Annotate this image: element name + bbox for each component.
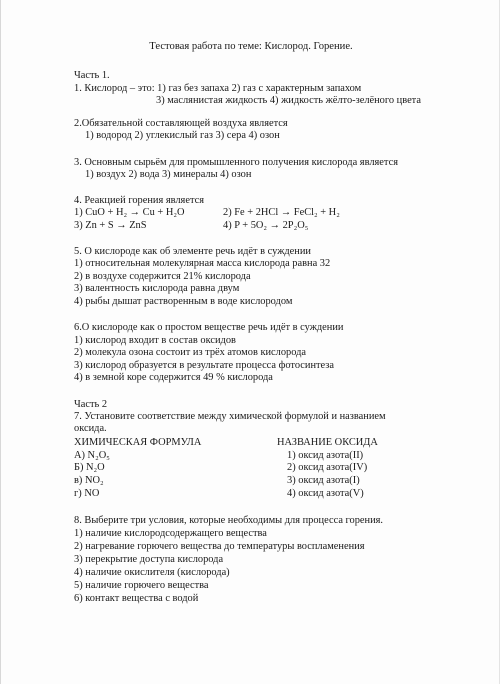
q1-line-1: 1. Кислород – это: 1) газ без запаха 2) газ с характерным запахом [74,83,362,94]
q1-line-2: 3) маслянистая жидкость 4) жидкость жёлто-зелёного цвета [156,95,421,106]
q7-name-1: 1) оксид азота(II) [287,450,364,461]
q7-name-2: 2) оксид азота(IV) [287,462,368,473]
q8-option-3: 3) перекрытие доступа кислорода [74,554,224,565]
part-1-heading: Часть 1. [74,70,110,81]
q7-name-3: 3) оксид азота(I) [287,475,360,486]
q8-question: 8. Выберите три условия, которые необходимы для процесса горения. [74,515,384,526]
q7-formula-g: г) NO [74,488,100,499]
q7-line-1: 7. Установите соответствие между химической формулой и названием [74,411,386,422]
document-title: Тестовая работа по теме: Кислород. Горение. [149,41,353,52]
q8-option-4: 4) наличие окислителя (кислорода) [74,567,230,578]
q8-option-1: 1) наличие кислородсодержащего вещества [74,528,267,539]
q4-option-1: 1) CuO + H₂ → Cu + H₂O [74,207,185,218]
q5-option-4: 4) рыбы дышат растворенным в воде кислородом [74,296,293,307]
q7-formula-v: в) NO₂ [74,475,104,486]
q7-header-oxide-name: НАЗВАНИЕ ОКСИДА [277,437,378,448]
q2-options: 1) водород 2) углекислый газ 3) сера 4) озон [85,130,280,141]
q4-question: 4. Реакцией горения является [74,195,205,206]
q6-question: 6.О кислороде как о простом веществе речь идёт в суждении [74,322,344,333]
q7-formula-a: А) N₂O₅ [74,450,110,461]
part-2-heading: Часть 2 [74,399,108,410]
q5-option-2: 2) в воздухе содержится 21% кислорода [74,271,251,282]
q5-option-1: 1) относительная молекулярная масса кислорода равна 32 [74,258,331,269]
q7-line-2: оксида. [74,423,107,434]
q6-option-3: 3) кислород образуется в результате процесса фотосинтеза [74,360,335,371]
q8-option-2: 2) нагревание горючего вещества до температуры воспламенения [74,541,365,552]
q6-option-2: 2) молекула озона состоит из трёх атомов кислорода [74,347,307,358]
q2-question: 2.Обязательной составляющей воздуха является [74,118,288,129]
q4-option-2: 2) Fe + 2HCl → FeCl₂ + H₂ [223,207,340,218]
q7-name-4: 4) оксид азота(V) [287,488,364,499]
q4-option-4: 4) P + 5O₂ → 2P₂O₅ [223,220,309,231]
q8-option-5: 5) наличие горючего вещества [74,580,209,591]
q7-formula-b: Б) N₂O [74,462,105,473]
q4-option-3: 3) Zn + S → ZnS [74,220,147,231]
q6-option-4: 4) в земной коре содержится 49 % кислорода [74,372,273,383]
q3-options: 1) воздух 2) вода 3) минералы 4) озон [85,169,252,180]
q8-option-6: 6) контакт вещества с водой [74,593,199,604]
q5-question: 5. О кислороде как об элементе речь идёт в суждении [74,246,311,257]
q7-header-formula: ХИМИЧЕСКАЯ ФОРМУЛА [74,437,202,448]
q6-option-1: 1) кислород входит в состав оксидов [74,335,236,346]
q5-option-3: 3) валентность кислорода равна двум [74,283,240,294]
q3-question: 3. Основным сырьём для промышленного получения кислорода является [74,157,398,168]
